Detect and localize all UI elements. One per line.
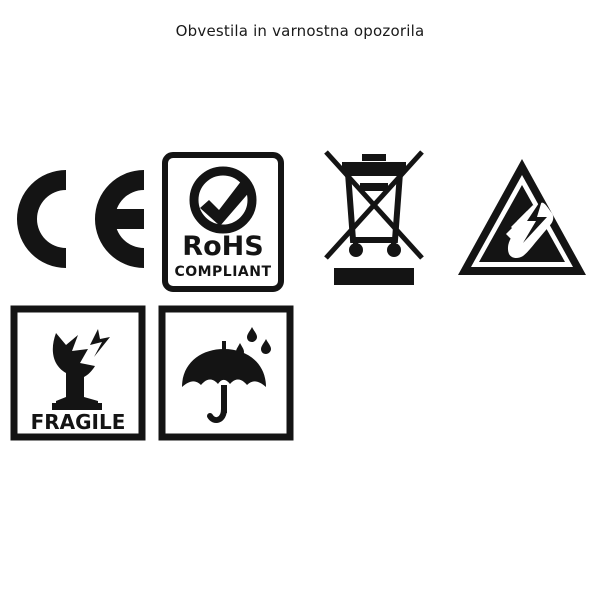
fragile-broken-glass-icon xyxy=(10,305,146,441)
fragile-label: FRAGILE xyxy=(30,410,126,434)
rohs-label-bottom: COMPLIANT xyxy=(174,264,272,280)
rohs-compliant-icon xyxy=(162,152,284,292)
ce-marking-icon xyxy=(8,160,148,278)
rohs-label-top: RoHS xyxy=(182,231,264,262)
weee-crossed-out-wheelie-bin-icon xyxy=(320,140,428,294)
page-title: Obvestila in varnostna opozorila xyxy=(175,22,425,40)
esd-sensitive-device-icon xyxy=(455,155,589,281)
keep-dry-umbrella-icon xyxy=(158,305,294,441)
